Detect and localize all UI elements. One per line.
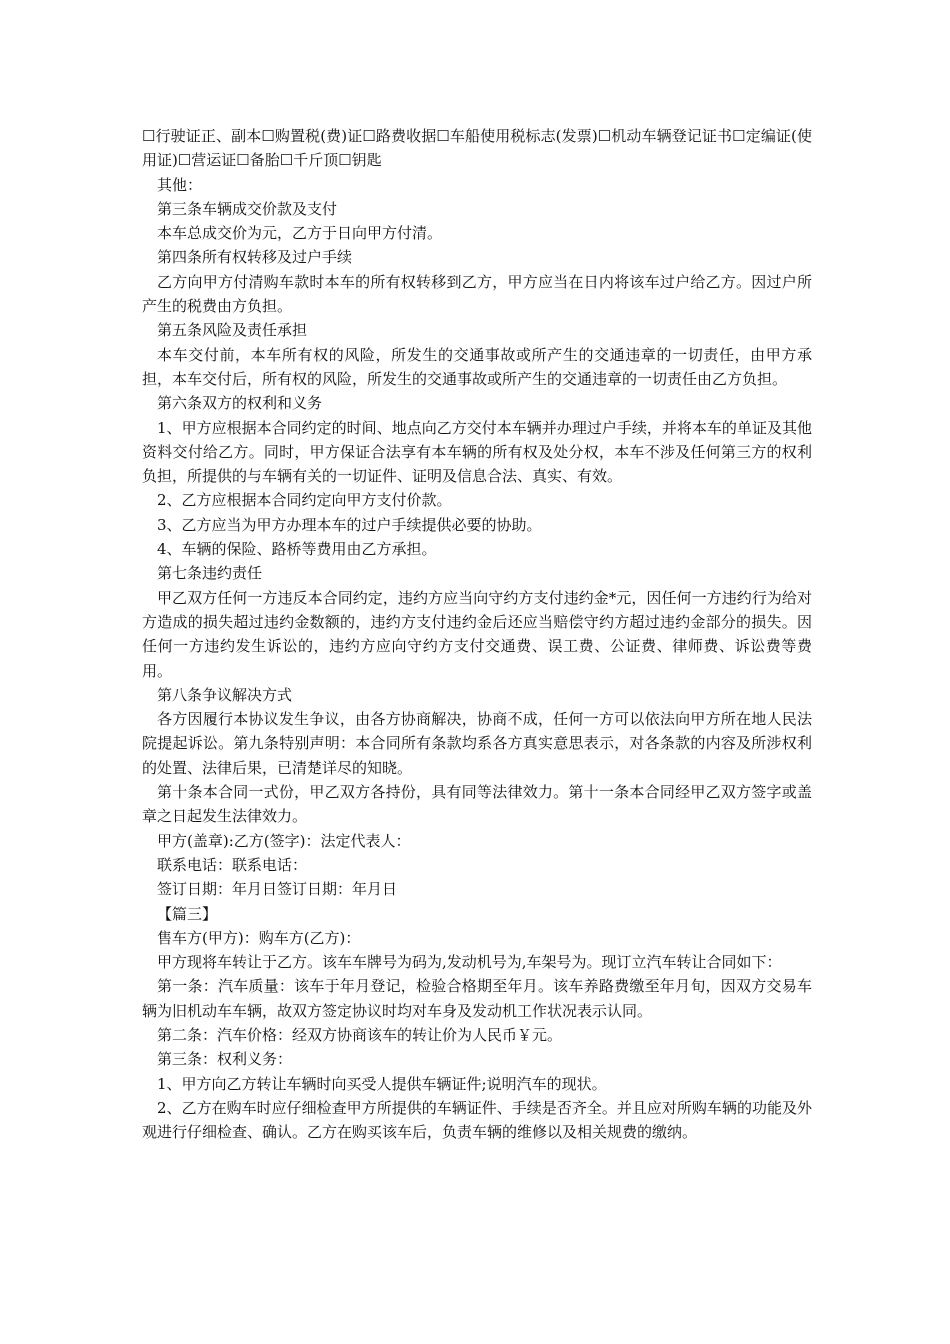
document-paragraph: 3、乙方应当为甲方办理本车的过户手续提供必要的协助。	[157, 515, 542, 534]
document-paragraph: 各方因履行本协议发生争议，由各方协商解决，协商不成，任何一方可以依法向甲方所在地人民法院提起诉讼。第九条特别声明：本合同所有条款均系各方真实意思表示，对各条款的内容及所涉权利的处置、法律后果，已清楚详尽的知晓。	[142, 710, 812, 777]
section-heading: 第四条所有权转移及过户手续	[157, 248, 353, 267]
section-heading: 第三条车辆成交价款及支付	[157, 199, 338, 218]
part-heading: 【篇三】	[157, 904, 218, 923]
document-paragraph: 2、乙方应根据本合同约定向甲方支付价款。	[157, 491, 452, 510]
document-paragraph: 第二条：汽车价格：经双方协商该车的转让价为人民币￥元。	[157, 1025, 563, 1044]
document-paragraph: 本车总成交价为元，乙方于日向甲方付清。	[157, 224, 443, 243]
section-heading: 第六条双方的权利和义务	[157, 394, 323, 413]
document-paragraph: 第一条：汽车质量：该车于年月登记，检验合格期至年月。该车养路费缴至年月旬，因双方交易车辆为旧机动车车辆，故双方签定协议时均对车身及发动机工作状况表示认同。	[142, 977, 812, 1020]
parties-line: 售车方(甲方)：购车方(乙方)：	[157, 928, 361, 947]
document-paragraph: 甲乙双方任何一方违反本合同约定，违约方应当向守约方支付违约金*元，因任何一方违约行为给对方造成的损失超过违约金数额的，违约方支付违约金后还应当赔偿守约方超过违约金部分的损失。因任何一方违约发生诉讼的，违约方应向守约方支付交通费、误工费、公证费、律师费、诉讼费等费用。	[142, 588, 812, 680]
document-paragraph: 甲方现将车转让于乙方。该车车牌号为码为,发动机号为,车架号为。现订立汽车转让合同如下：	[157, 953, 782, 972]
section-heading: 第八条争议解决方式	[157, 685, 293, 704]
document-paragraph: 2、乙方在购车时应仔细检查甲方所提供的车辆证件、手续是否齐全。并且应对所购车辆的功能及外观进行仔细检查、确认。乙方在购买该车后，负责车辆的维修以及相关规费的缴纳。	[142, 1098, 812, 1142]
document-paragraph: 1、甲方应根据本合同约定的时间、地点向乙方交付本车辆并办理过户手续，并将本车的单证及其他资料交付给乙方。同时，甲方保证合法享有本车辆的所有权及处分权，本车不涉及任何第三方的权利负担，所提供的与车辆有关的一切证件、证明及信息合法、真实、有效。	[142, 418, 812, 486]
document-paragraph: 乙方向甲方付清购车款时本车的所有权转移到乙方，甲方应当在日内将该车过户给乙方。因过户所产生的税费由方负担。	[142, 272, 812, 316]
contact-line: 联系电话：联系电话：	[157, 855, 308, 874]
document-paragraph: 第十条本合同一式份，甲乙双方各持份，具有同等法律效力。第十一条本合同经甲乙双方签字或盖章之日起发生法律效力。	[142, 783, 812, 826]
document-body	[142, 124, 812, 1144]
document-paragraph: 1、甲方向乙方转让车辆时向买受人提供车辆证件;说明汽车的现状。	[157, 1074, 607, 1093]
document-paragraph: ☐行驶证正、副本☐购置税(费)证☐路费收据☐车船使用税标志(发票)☐机动车辆登记证书☐定编证(使用证)☐营运证☐备胎☐千斤顶☐钥匙	[142, 127, 812, 170]
document-paragraph: 其他：	[157, 175, 203, 194]
date-line: 签订日期：年月日签订日期：年月日	[157, 880, 398, 899]
section-heading: 第三条：权利义务：	[157, 1050, 293, 1069]
signature-line: 甲方(盖章):乙方(签字)：法定代表人：	[157, 831, 411, 850]
document-paragraph: 本车交付前，本车所有权的风险，所发生的交通事故或所产生的交通违章的一切责任，由甲方承担，本车交付后，所有权的风险，所发生的交通事故或所产生的交通违章的一切责任由乙方负担。	[142, 345, 812, 388]
section-heading: 第五条风险及责任承担	[157, 321, 308, 340]
section-heading: 第七条违约责任	[157, 564, 263, 583]
document-paragraph: 4、车辆的保险、路桥等费用由乙方承担。	[157, 540, 437, 559]
